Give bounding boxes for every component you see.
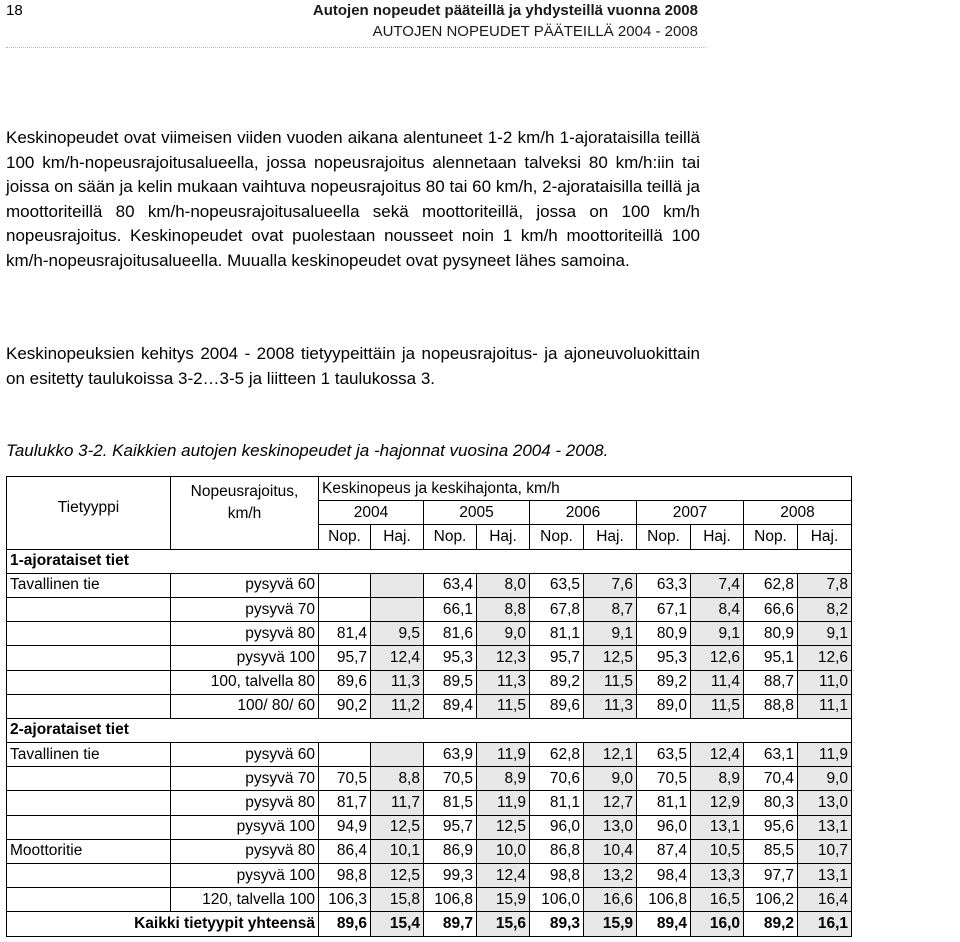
haj-cell: 16,6: [584, 888, 637, 912]
nop-header: Nop.: [424, 525, 477, 549]
haj-cell: 11,3: [477, 670, 530, 694]
nop-cell: 81,1: [530, 622, 584, 646]
col-header-nopeusrajoitus: Nopeusrajoitus, km/h: [171, 477, 319, 550]
haj-cell: 13,0: [584, 815, 637, 839]
haj-cell: 7,6: [584, 573, 637, 597]
haj-cell: 9,1: [691, 622, 744, 646]
road-type-cell: [7, 670, 171, 694]
haj-cell: 10,7: [798, 839, 852, 863]
haj-cell: 11,1: [798, 694, 852, 718]
nop-cell: 89,0: [637, 694, 691, 718]
table-row: [7, 839, 852, 863]
haj-cell: 8,2: [798, 597, 852, 621]
table-row: [7, 815, 852, 839]
haj-cell: 13,0: [798, 791, 852, 815]
haj-cell: 10,5: [691, 839, 744, 863]
nop-cell: 95,6: [744, 815, 798, 839]
nop-cell: [319, 573, 371, 597]
nop-cell: 89,3: [530, 912, 584, 936]
haj-cell: 12,4: [691, 743, 744, 767]
nop-cell: 89,7: [424, 912, 477, 936]
haj-cell: 12,6: [798, 646, 852, 670]
table-row: [7, 791, 852, 815]
road-type-cell: Tavallinen tie: [7, 743, 171, 767]
haj-header: Haj.: [691, 525, 744, 549]
page-number: 18: [6, 2, 23, 19]
body-paragraph-2: Keskinopeuksien kehitys 2004 - 2008 tietyypeittäin ja nopeusrajoitus- ja ajoneuvoluokittain on esitetty taulukoissa 3-2…3-5 ja liitteen 1 taulukossa 3.: [6, 344, 700, 388]
haj-cell: 7,8: [798, 573, 852, 597]
haj-cell: 13,1: [691, 815, 744, 839]
haj-cell: 8,8: [371, 767, 424, 791]
haj-cell: 8,7: [584, 597, 637, 621]
table-row: [7, 670, 852, 694]
haj-cell: 9,1: [584, 622, 637, 646]
nop-cell: 63,9: [424, 743, 477, 767]
year-header: 2004: [319, 501, 424, 525]
road-type-cell: [7, 646, 171, 670]
haj-cell: 10,4: [584, 839, 637, 863]
nop-cell: 106,8: [424, 888, 477, 912]
table-row: [7, 888, 852, 912]
nop-cell: 81,4: [319, 622, 371, 646]
haj-cell: 9,0: [584, 767, 637, 791]
haj-cell: 8,8: [477, 597, 530, 621]
table-caption: Taulukko 3-2. Kaikkien autojen keskinopeudet ja -hajonnat vuosina 2004 - 2008.: [6, 441, 609, 460]
haj-cell: 12,5: [371, 864, 424, 888]
nop-cell: 98,8: [319, 864, 371, 888]
haj-cell: 10,1: [371, 839, 424, 863]
nop-cell: 89,2: [744, 912, 798, 936]
speed-table: [6, 476, 852, 937]
table-row: [7, 864, 852, 888]
haj-header: Haj.: [477, 525, 530, 549]
nop-cell: 95,3: [424, 646, 477, 670]
nop-cell: [319, 597, 371, 621]
year-header: 2005: [424, 501, 530, 525]
haj-cell: 8,0: [477, 573, 530, 597]
running-subtitle: AUTOJEN NOPEUDET PÄÄTEILLÄ 2004 - 2008: [372, 23, 698, 40]
road-type-cell: [7, 791, 171, 815]
nop-cell: 106,8: [637, 888, 691, 912]
nop-cell: 106,2: [744, 888, 798, 912]
nop-cell: 63,1: [744, 743, 798, 767]
nop-cell: 80,3: [744, 791, 798, 815]
haj-cell: 8,4: [691, 597, 744, 621]
haj-cell: 12,4: [477, 864, 530, 888]
table-row: [7, 767, 852, 791]
haj-header: Haj.: [371, 525, 424, 549]
haj-cell: 8,9: [477, 767, 530, 791]
nop-cell: 89,4: [424, 694, 477, 718]
haj-cell: 10,0: [477, 839, 530, 863]
haj-cell: 9,1: [798, 622, 852, 646]
nop-cell: 94,9: [319, 815, 371, 839]
col-header-tietyyppi: Tietyyppi: [7, 477, 171, 550]
haj-header: Haj.: [798, 525, 852, 549]
nop-cell: 88,7: [744, 670, 798, 694]
nop-cell: 95,7: [530, 646, 584, 670]
nop-cell: 97,7: [744, 864, 798, 888]
road-type-cell: [7, 864, 171, 888]
speed-limit-cell: pysyvä 80: [171, 622, 319, 646]
haj-cell: 9,0: [798, 767, 852, 791]
nop-cell: 89,6: [530, 694, 584, 718]
speed-limit-cell: pysyvä 100: [171, 864, 319, 888]
nop-cell: 80,9: [744, 622, 798, 646]
haj-cell: 11,3: [584, 694, 637, 718]
haj-cell: 12,5: [584, 646, 637, 670]
nop-cell: 95,7: [319, 646, 371, 670]
nop-cell: 63,4: [424, 573, 477, 597]
nop-cell: 89,4: [637, 912, 691, 936]
speed-limit-cell: 100, talvella 80: [171, 670, 319, 694]
nop-header: Nop.: [637, 525, 691, 549]
nop-cell: 70,5: [637, 767, 691, 791]
haj-cell: [371, 573, 424, 597]
nop-cell: 95,3: [637, 646, 691, 670]
nop-cell: 86,8: [530, 839, 584, 863]
nop-cell: 90,2: [319, 694, 371, 718]
nop-cell: 62,8: [744, 573, 798, 597]
table-row: [7, 646, 852, 670]
speed-limit-cell: pysyvä 80: [171, 839, 319, 863]
nop-cell: 81,1: [637, 791, 691, 815]
nop-cell: 95,7: [424, 815, 477, 839]
haj-cell: 11,9: [477, 743, 530, 767]
haj-cell: 15,9: [477, 888, 530, 912]
speed-limit-cell: pysyvä 70: [171, 597, 319, 621]
nop-cell: 81,6: [424, 622, 477, 646]
haj-cell: 13,1: [798, 864, 852, 888]
nop-cell: 81,5: [424, 791, 477, 815]
haj-header: Haj.: [584, 525, 637, 549]
nop-cell: 81,7: [319, 791, 371, 815]
nop-header: Nop.: [744, 525, 798, 549]
haj-cell: 15,8: [371, 888, 424, 912]
header-row-1: [7, 477, 852, 501]
nop-cell: 70,5: [424, 767, 477, 791]
speed-limit-cell: pysyvä 80: [171, 791, 319, 815]
haj-cell: 11,0: [798, 670, 852, 694]
haj-cell: 12,7: [584, 791, 637, 815]
haj-cell: 12,9: [691, 791, 744, 815]
nop-cell: 67,8: [530, 597, 584, 621]
haj-cell: 15,6: [477, 912, 530, 936]
haj-cell: 9,5: [371, 622, 424, 646]
haj-cell: 15,4: [371, 912, 424, 936]
nop-cell: 80,9: [637, 622, 691, 646]
nop-cell: 98,8: [530, 864, 584, 888]
road-type-cell: [7, 767, 171, 791]
year-header: 2007: [637, 501, 744, 525]
haj-cell: [371, 597, 424, 621]
year-header: 2006: [530, 501, 637, 525]
nop-cell: 106,0: [530, 888, 584, 912]
nop-cell: 85,5: [744, 839, 798, 863]
speed-limit-cell: 100/ 80/ 60: [171, 694, 319, 718]
nop-cell: 66,1: [424, 597, 477, 621]
body-paragraph-1: Keskinopeudet ovat viimeisen viiden vuoden aikana alentuneet 1-2 km/h 1-ajorataisilla teillä 100 km/h-nopeusrajoitusalueella, jossa nopeusrajoitus alennetaan talveksi 80 km/h:iin tai joissa on sään ja kelin mukaan vaihtuva nopeusrajoitus 80 tai 60 km/h, 2-ajorataisilla teillä ja moottoriteillä 80 km/h-nopeusrajoitusalueella sekä moottoriteillä, jossa on 100 km/h nopeusrajoitus. Keskinopeudet ovat puolestaan nousseet noin 1 km/h moottoriteillä 100 km/h-nopeusrajoitusalueella. Muualla keskinopeudet ovat pysyneet lähes samoina.: [6, 128, 700, 270]
haj-cell: 15,9: [584, 912, 637, 936]
nop-cell: 89,2: [637, 670, 691, 694]
nop-cell: 87,4: [637, 839, 691, 863]
nop-cell: 95,1: [744, 646, 798, 670]
nop-header: Nop.: [530, 525, 584, 549]
road-type-cell: [7, 694, 171, 718]
col-header-group: Keskinopeus ja keskihajonta, km/h: [319, 477, 852, 501]
haj-cell: 12,3: [477, 646, 530, 670]
road-type-cell: Tavallinen tie: [7, 573, 171, 597]
nop-cell: 70,6: [530, 767, 584, 791]
haj-cell: 16,5: [691, 888, 744, 912]
road-type-cell: [7, 815, 171, 839]
nop-cell: 70,4: [744, 767, 798, 791]
haj-cell: 13,2: [584, 864, 637, 888]
nop-cell: 89,2: [530, 670, 584, 694]
nop-cell: 81,1: [530, 791, 584, 815]
table-row: [7, 694, 852, 718]
table-row: [7, 597, 852, 621]
year-header: 2008: [744, 501, 852, 525]
nop-cell: 63,5: [637, 743, 691, 767]
haj-cell: 16,0: [691, 912, 744, 936]
haj-cell: 11,9: [477, 791, 530, 815]
haj-cell: 8,9: [691, 767, 744, 791]
haj-cell: 9,0: [477, 622, 530, 646]
nop-cell: 96,0: [530, 815, 584, 839]
nop-cell: 89,6: [319, 670, 371, 694]
haj-cell: 12,1: [584, 743, 637, 767]
speed-limit-cell: pysyvä 100: [171, 815, 319, 839]
nop-cell: 86,9: [424, 839, 477, 863]
haj-cell: 12,6: [691, 646, 744, 670]
nop-cell: 70,5: [319, 767, 371, 791]
haj-cell: 11,9: [798, 743, 852, 767]
haj-cell: 13,1: [798, 815, 852, 839]
haj-cell: 13,3: [691, 864, 744, 888]
haj-cell: 12,4: [371, 646, 424, 670]
total-row: [7, 912, 852, 936]
nop-cell: 89,5: [424, 670, 477, 694]
section-label: 2-ajorataiset tiet: [7, 718, 852, 742]
nop-cell: 98,4: [637, 864, 691, 888]
nop-cell: 63,5: [530, 573, 584, 597]
haj-cell: [371, 743, 424, 767]
speed-limit-cell: pysyvä 60: [171, 743, 319, 767]
speed-limit-cell: pysyvä 70: [171, 767, 319, 791]
table-row: [7, 743, 852, 767]
road-type-cell: Moottoritie: [7, 839, 171, 863]
nop-cell: 99,3: [424, 864, 477, 888]
haj-cell: 11,7: [371, 791, 424, 815]
nop-cell: 66,6: [744, 597, 798, 621]
haj-cell: 11,2: [371, 694, 424, 718]
section-row: [7, 549, 852, 573]
running-title: Autojen nopeudet pääteillä ja yhdysteillä vuonna 2008: [312, 2, 698, 19]
section-row: [7, 718, 852, 742]
nop-cell: [319, 743, 371, 767]
nop-cell: 96,0: [637, 815, 691, 839]
header-rule: [6, 47, 706, 48]
section-label: 1-ajorataiset tiet: [7, 549, 852, 573]
nop-cell: 86,4: [319, 839, 371, 863]
nop-header: Nop.: [319, 525, 371, 549]
speed-limit-cell: 120, talvella 100: [171, 888, 319, 912]
nop-cell: 89,6: [319, 912, 371, 936]
haj-cell: 11,4: [691, 670, 744, 694]
haj-cell: 16,1: [798, 912, 852, 936]
nop-cell: 63,3: [637, 573, 691, 597]
table-row: [7, 573, 852, 597]
haj-cell: 16,4: [798, 888, 852, 912]
road-type-cell: [7, 888, 171, 912]
haj-cell: 12,5: [371, 815, 424, 839]
road-type-cell: [7, 622, 171, 646]
haj-cell: 11,3: [371, 670, 424, 694]
speed-limit-cell: pysyvä 60: [171, 573, 319, 597]
nop-cell: 67,1: [637, 597, 691, 621]
nop-cell: 88,8: [744, 694, 798, 718]
road-type-cell: [7, 597, 171, 621]
speed-limit-cell: pysyvä 100: [171, 646, 319, 670]
haj-cell: 11,5: [584, 670, 637, 694]
haj-cell: 11,5: [691, 694, 744, 718]
table-row: [7, 622, 852, 646]
haj-cell: 7,4: [691, 573, 744, 597]
nop-cell: 62,8: [530, 743, 584, 767]
haj-cell: 11,5: [477, 694, 530, 718]
nop-cell: 106,3: [319, 888, 371, 912]
haj-cell: 12,5: [477, 815, 530, 839]
total-label: Kaikki tietyypit yhteensä: [7, 912, 319, 936]
